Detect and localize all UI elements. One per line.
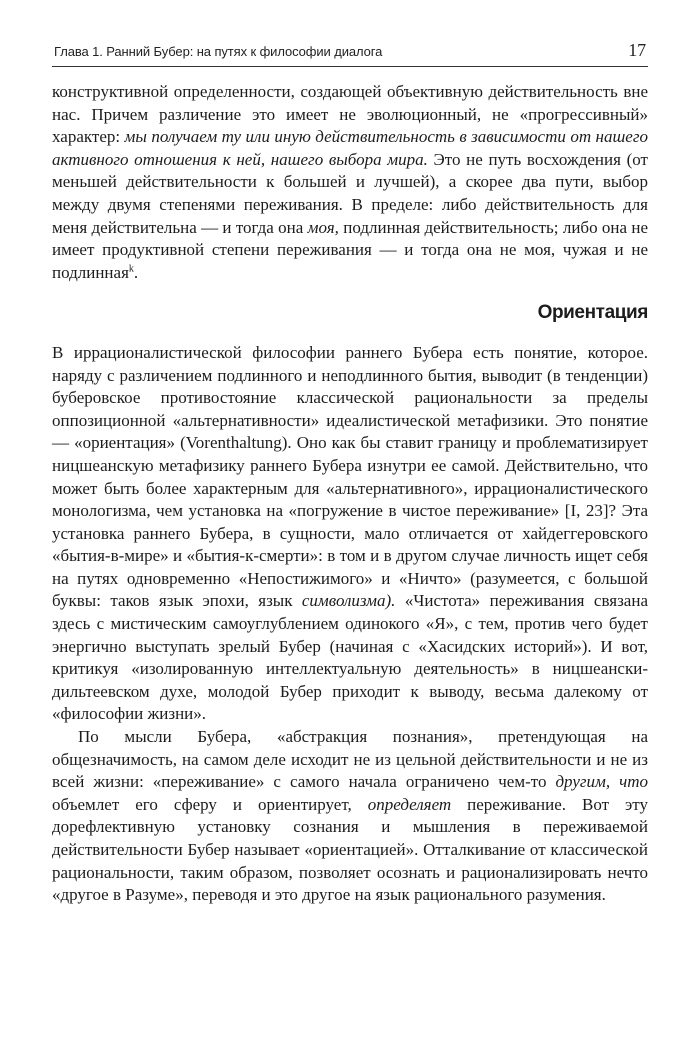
paragraph: В иррационалистической философии раннего Бубера есть понятие, которое. наряду с различением подлинного и неподлинного бытия, выводит (в тенденции) буберовское противостояние классической рациональности за пределы оппозиционной «альтернативности» идеалистической метафизики. Это понятие — «ориентация» (Vorenthaltung). Оно как бы ставит границу и проблематизирует ницшеанскую метафизику раннего Бубера изнутри ее самой. Действительно, что может быть более характерным для «альтернативного», иррационалистического монологизма, чем установка на «погружение в чистое переживание» [I, 23]? Эта установка раннего Бубера, в сущности, мало отличается от хайдеггеровского «бытия-в-мире» и «бытия-к-смерти»: в том и в другом случае личность ищет себя на путях одновременно «Непостижимого» и «Ничто» (разумеется, с большой буквы: таков язык эпохи, язык символизма). «Чистота» переживания связана здесь с мистическим самоуглублением одинокого «Я», с тем, против чего будет энергично выступать зрелый Бубер (начиная с «Хасидских историй»). И вот, критикуя «изолированную интеллектуальную деятельность» в ницшеански-дильтеевском духе, молодой Бубер приходит к выводу, весьма далекому от «философии жизни». xyxy=(52,342,648,724)
emphasis: символизма). xyxy=(301,591,396,611)
emphasis: определяет xyxy=(367,794,452,814)
section-heading: Ориентация xyxy=(537,302,648,324)
running-head xyxy=(52,40,648,67)
emphasis: мы получаем ту или иную действительность в зависимости от нашего активного отношения к ней, нашего выбора мира. xyxy=(52,127,648,169)
paragraph: По мысли Бубера, «абстракция познания», претендующая на общезначимость, на самом деле исходит не из цельной действительности и не из всей жизни: «переживание» с самого начала ограничено чем-то другим, что объемлет его сферу и ориентирует, определяет переживание. Вот эту дорефлективную установку сознания и мышления в переживаемой действительности Бубер называет «ориентацией». Отталкивание от классической рациональности, таким образом, позволяет осознать и рационализировать нечто «другое в Разуме», переводя и это другое на язык рационального разумения. xyxy=(52,727,649,905)
body-text xyxy=(52,81,648,907)
emphasis: моя, xyxy=(307,217,339,237)
book-page xyxy=(52,40,648,907)
footnote-marker[interactable]: k xyxy=(128,263,134,275)
emphasis: другим, что xyxy=(555,772,648,792)
paragraph-continued: конструктивной определенности, создающей объективную действительность вне нас. Причем различение это имеет не эволюционный, не «прогрессивный» характер: мы получаем ту или иную действительность в зависимости от нашего активного отношения к ней, нашего выбора мира. Это не путь восхождения (от меньшей действительности к большей и лучшей), а скорее два пути, выбор между двумя степенями переживания. В пределе: либо действительность для меня действительна — и тогда она моя, подлинная действительность; либо она не имеет продуктивной степени переживания — и тогда она не моя, чужая и не подлинная$^k$. xyxy=(52,82,648,282)
running-title: Глава 1. Ранний Бубер: на путях к философии диалога xyxy=(54,44,383,59)
page-number: 17 xyxy=(628,40,646,60)
